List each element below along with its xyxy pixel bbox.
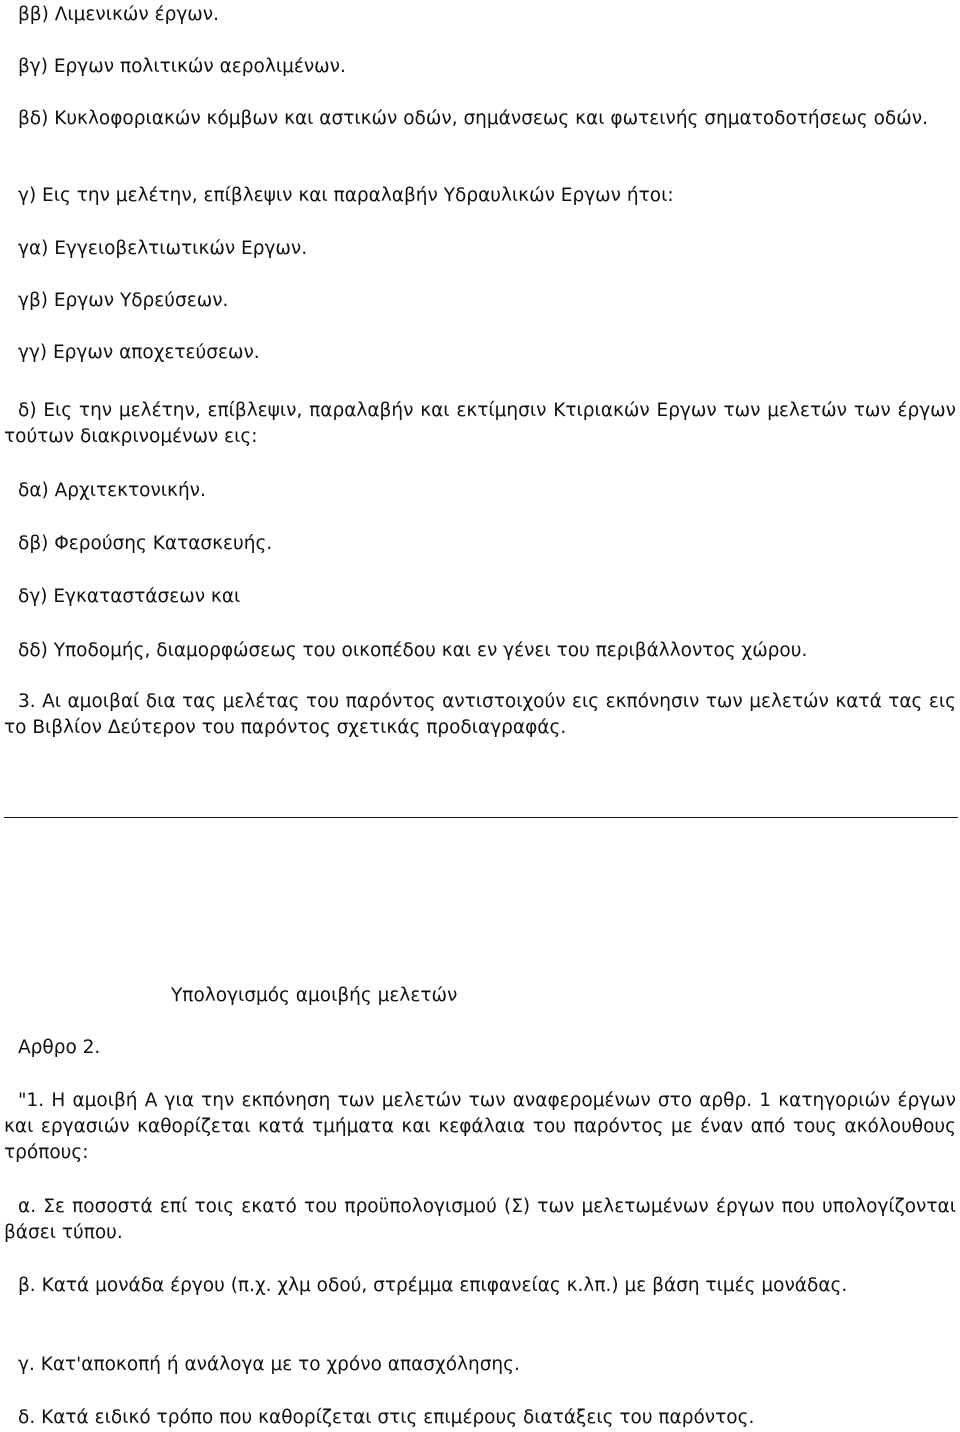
item-d: δ) Εις την μελέτην, επίβλεψιν, παραλαβήν και εκτίμησιν Κτιριακών Εργων των μελετών των έργων τούτων διακρινομένων εις:	[4, 400, 956, 447]
item-dd: δδ) Υποδομής, διαμορφώσεως του οικοπέδου και εν γένει του περιβάλλοντος χώρου.	[18, 640, 808, 661]
article-item-a: α. Σε ποσοστά επί τοις εκατό του προϋπολογισμού (Σ) των μελετωμένων έργων που υπολογίζονται βάσει τύπου.	[4, 1196, 956, 1243]
article-item-d: δ. Κατά ειδικό τρόπο που καθορίζεται στις επιμέρους διατάξεις του παρόντος.	[18, 1407, 755, 1428]
item-g: γ) Εις την μελέτην, επίβλεψιν και παραλαβήν Υδραυλικών Εργων ήτοι:	[18, 185, 674, 206]
article-item-c: γ. Κατ'αποκοπή ή ανάλογα με το χρόνο απασχόλησης.	[18, 1354, 520, 1375]
article-paragraph-1: "1. Η αμοιβή Α για την εκπόνηση των μελετών των αναφερομένων στο αρθρ. 1 κατηγοριών έργων και εργασιών καθορίζεται κατά τμήματα και κεφάλαια του παρόντος με έναν από τους ακόλουθους τρόπους:	[4, 1090, 956, 1163]
paragraph-3: 3. Αι αμοιβαί δια τας μελέτας του παρόντος αντιστοιχούν εις εκπόνησιν των μελετών κατά τας εις το Βιβλίον Δεύτερον του παρόντος σχετικάς προδιαγραφάς.	[4, 691, 956, 738]
item-bg: βγ) Εργων πολιτικών αερολιμένων.	[18, 56, 346, 77]
item-dg: δγ) Εγκαταστάσεων και	[18, 586, 241, 607]
item-bb: ββ) Λιμενικών έργων.	[18, 4, 219, 25]
item-gb: γβ) Εργων Υδρεύσεων.	[18, 290, 229, 311]
article-title: Υπολογισμός αμοιβής μελετών	[171, 985, 458, 1006]
separator-line	[4, 817, 958, 818]
item-gg: γγ) Εργων αποχετεύσεων.	[18, 342, 260, 363]
item-da: δα) Αρχιτεκτονικήν.	[18, 480, 206, 501]
article-item-b: β. Κατά μονάδα έργου (π.χ. χλμ οδού, στρέμμα επιφανείας κ.λπ.) με βάση τιμές μονάδας.	[18, 1275, 848, 1296]
article-label: Αρθρο 2.	[18, 1037, 101, 1058]
item-db: δβ) Φερούσης Κατασκευής.	[18, 533, 273, 554]
item-bd: βδ) Κυκλοφοριακών κόμβων και αστικών οδών, σημάνσεως και φωτεινής σηματοδοτήσεως οδών.	[18, 108, 928, 129]
item-ga: γα) Εγγειοβελτιωτικών Εργων.	[18, 238, 308, 259]
